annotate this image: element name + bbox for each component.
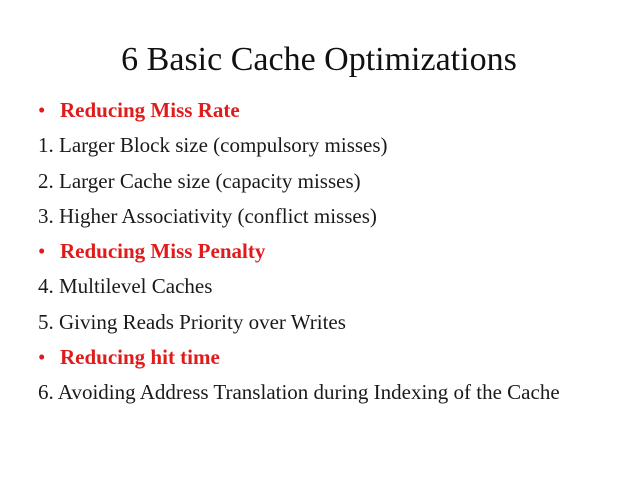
section-heading-label: Reducing hit time [60,345,220,370]
list-item: 6. Avoiding Address Translation during Indexing of the Cache [38,380,560,405]
bullet-icon: • [38,345,46,370]
bullet-icon: • [38,239,46,264]
section-heading-miss-penalty [38,234,628,269]
section-heading-label: Reducing Miss Rate [60,98,240,122]
slide-content [38,93,628,411]
list-item: 3. Higher Associativity (conflict misses) [38,203,377,228]
list-item: 4. Multilevel Caches [38,274,213,299]
list-item: 2. Larger Cache size (capacity misses) [38,168,361,193]
slide-title: 6 Basic Cache Optimizations [121,41,517,78]
list-item: 1. Larger Block size (compulsory misses) [38,133,388,158]
list-item: 5. Giving Reads Priority over Writes [38,309,346,334]
section-heading-label: Reducing Miss Penalty [60,239,266,264]
bullet-icon: • [38,98,46,122]
section-heading-miss-rate [38,93,628,128]
section-heading-hit-time [38,340,628,375]
